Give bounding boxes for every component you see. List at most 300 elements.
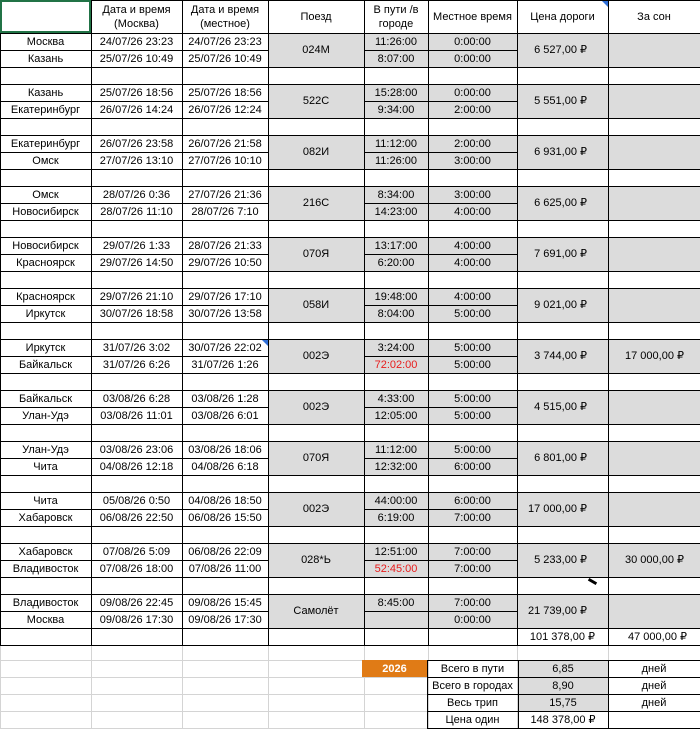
local-offset-cell[interactable]: 4:00:00: [428, 254, 517, 271]
column-divider: [608, 677, 609, 694]
city-from-cell[interactable]: Новосибирск: [12, 239, 79, 252]
date-cell[interactable]: 03/08/26 23:06: [99, 443, 174, 456]
date-cell[interactable]: 28/07/26 11:10: [100, 205, 173, 218]
date-cell[interactable]: 28/07/26 7:10: [191, 205, 259, 218]
column-divider: [364, 220, 365, 237]
column-divider: [608, 711, 609, 728]
summary-unit-cell[interactable]: дней: [641, 696, 667, 709]
column-divider: [364, 135, 365, 169]
row-divider: [364, 611, 517, 612]
price-cell[interactable]: 6 931,00 ₽: [517, 135, 608, 169]
train-cell[interactable]: 002Э: [268, 492, 364, 526]
date-cell[interactable]: 06/08/26 22:09: [188, 545, 262, 558]
column-divider: [182, 118, 183, 135]
local-offset-cell[interactable]: 5:00:00: [428, 390, 517, 407]
date-cell[interactable]: 25/07/26 10:49: [99, 52, 174, 65]
column-divider: [268, 441, 269, 475]
gridline: [0, 424, 700, 425]
column-divider: [608, 186, 609, 220]
column-divider: [91, 118, 92, 135]
city-to-cell[interactable]: Красноярск: [16, 256, 75, 269]
stay-time-cell[interactable]: 11:26:00: [364, 152, 428, 169]
sleep-cost-cell[interactable]: 17 000,00 ₽: [608, 339, 700, 373]
row-divider: [364, 254, 517, 255]
train-cell[interactable]: 070Я: [268, 441, 364, 475]
column-divider: [182, 84, 183, 118]
stay-time-cell[interactable]: 12:05:00: [364, 407, 428, 424]
date-cell[interactable]: 06/08/26 15:50: [188, 511, 262, 524]
local-offset-cell[interactable]: 7:00:00: [428, 543, 517, 560]
train-cell[interactable]: 028*Ь: [268, 543, 364, 577]
column-divider: [428, 33, 429, 67]
total-sleep-cell[interactable]: 47 000,00 ₽: [628, 630, 687, 643]
spacer-row-border: [0, 577, 700, 595]
local-offset-cell[interactable]: 7:00:00: [428, 594, 517, 611]
city-from-cell[interactable]: Красноярск: [16, 290, 75, 303]
column-divider: [364, 237, 365, 271]
column-divider: [608, 475, 609, 492]
gridline: [0, 67, 700, 68]
city-from-cell[interactable]: Улан-Удэ: [22, 443, 69, 456]
column-divider: [182, 135, 183, 169]
local-offset-cell[interactable]: 4:00:00: [428, 237, 517, 254]
date-cell[interactable]: 06/08/26 22:50: [99, 511, 174, 524]
summary-label-cell[interactable]: Весь трип: [447, 696, 498, 709]
price-cell[interactable]: 3 744,00 ₽: [517, 339, 608, 373]
date-cell[interactable]: 24/07/26 23:23: [99, 35, 174, 48]
city-from-cell[interactable]: Хабаровск: [18, 545, 73, 558]
header-cell[interactable]: В пути /в городе: [373, 3, 419, 30]
column-divider: [364, 390, 365, 424]
date-cell[interactable]: 09/08/26 17:30: [188, 613, 262, 626]
date-cell[interactable]: 30/07/26 13:58: [188, 307, 262, 320]
date-cell[interactable]: 27/07/26 10:10: [188, 154, 262, 167]
city-from-cell[interactable]: Екатеринбург: [10, 137, 81, 150]
train-cell[interactable]: 024М: [268, 33, 364, 67]
column-divider: [364, 67, 365, 84]
date-cell[interactable]: 26/07/26 14:24: [99, 103, 174, 116]
column-divider: [182, 628, 183, 645]
row-divider: [0, 305, 268, 306]
column-divider: [91, 237, 92, 271]
sleep-cost-cell[interactable]: [608, 33, 700, 67]
column-divider: [364, 322, 365, 339]
column-divider: [268, 475, 269, 492]
local-offset-cell[interactable]: 4:00:00: [428, 203, 517, 220]
local-offset-cell[interactable]: 7:00:00: [428, 560, 517, 577]
row-divider: [364, 560, 517, 561]
spacer-row-border: [0, 322, 700, 340]
date-cell[interactable]: 07/08/26 5:09: [102, 545, 171, 558]
column-divider: [428, 543, 429, 577]
column-divider: [608, 492, 609, 526]
date-cell[interactable]: 29/07/26 17:10: [188, 290, 262, 303]
local-offset-cell[interactable]: 5:00:00: [428, 305, 517, 322]
column-divider: [91, 492, 92, 526]
spacer-row-border: [0, 169, 700, 187]
date-cell[interactable]: 28/07/26 21:33: [188, 239, 262, 252]
travel-time-cell[interactable]: 13:17:00: [364, 237, 428, 254]
travel-time-cell[interactable]: 11:26:00: [364, 33, 428, 50]
date-cell[interactable]: 25/07/26 18:56: [99, 86, 174, 99]
travel-time-cell[interactable]: 4:33:00: [364, 390, 428, 407]
local-offset-cell[interactable]: 5:00:00: [428, 407, 517, 424]
price-cell[interactable]: 7 691,00 ₽: [517, 237, 608, 271]
stay-time-cell[interactable]: 12:32:00: [364, 458, 428, 475]
column-divider: [268, 118, 269, 135]
stay-time-cell[interactable]: 52:45:00: [364, 560, 428, 577]
city-to-cell[interactable]: Байкальск: [18, 358, 73, 371]
date-cell[interactable]: 04/08/26 18:50: [188, 494, 262, 507]
column-divider: [428, 475, 429, 492]
column-divider: [268, 492, 269, 526]
date-cell[interactable]: 29/07/26 1:33: [102, 239, 171, 252]
column-divider: [428, 288, 429, 322]
stay-time-cell[interactable]: 9:34:00: [364, 101, 428, 118]
train-cell[interactable]: Самолёт: [268, 594, 364, 628]
date-cell[interactable]: 29/07/26 14:50: [99, 256, 174, 269]
column-divider: [91, 84, 92, 118]
column-divider: [608, 694, 609, 711]
row-divider: [0, 50, 268, 51]
column-divider: [517, 339, 518, 373]
column-divider: [517, 475, 518, 492]
summary-unit-cell[interactable]: [608, 711, 700, 728]
column-divider: [364, 271, 365, 288]
column-divider: [364, 186, 365, 220]
stay-time-cell[interactable]: 8:07:00: [364, 50, 428, 67]
column-divider: [268, 288, 269, 322]
column-divider: [517, 424, 518, 441]
gridline: [0, 220, 700, 221]
spacer-row-border: [0, 424, 700, 442]
price-cell[interactable]: 21 739,00 ₽: [517, 594, 608, 628]
column-divider: [364, 373, 365, 390]
header-cell[interactable]: Дата и время (Москва): [102, 3, 171, 30]
column-divider: [268, 339, 269, 373]
city-from-cell[interactable]: Байкальск: [18, 392, 73, 405]
date-cell[interactable]: 25/07/26 10:49: [188, 52, 262, 65]
column-divider: [182, 169, 183, 186]
column-divider: [91, 526, 92, 543]
date-cell[interactable]: 09/08/26 15:45: [188, 596, 262, 609]
date-cell[interactable]: 03/08/26 6:28: [102, 392, 171, 405]
date-cell[interactable]: 03/08/26 18:06: [188, 443, 262, 456]
column-divider: [91, 543, 92, 577]
stay-time-cell[interactable]: 72:02:00: [364, 356, 428, 373]
local-offset-cell[interactable]: 0:00:00: [428, 50, 517, 67]
row-divider: [364, 50, 517, 51]
column-divider: [517, 492, 518, 526]
column-divider: [268, 220, 269, 237]
summary-value-cell[interactable]: 148 378,00 ₽: [530, 713, 596, 726]
column-divider: [428, 492, 429, 526]
city-to-cell[interactable]: Иркутск: [25, 307, 66, 320]
local-offset-cell[interactable]: 5:00:00: [428, 441, 517, 458]
date-cell[interactable]: 04/08/26 12:18: [99, 460, 174, 473]
date-cell[interactable]: 09/08/26 22:45: [99, 596, 174, 609]
date-cell[interactable]: 04/08/26 6:18: [191, 460, 259, 473]
travel-time-cell[interactable]: 15:28:00: [364, 84, 428, 101]
city-to-cell[interactable]: Хабаровск: [18, 511, 73, 524]
date-cell[interactable]: 07/08/26 11:00: [188, 562, 262, 575]
sleep-cost-cell[interactable]: [608, 186, 700, 220]
train-cell[interactable]: 002Э: [268, 339, 364, 373]
local-offset-cell[interactable]: 4:00:00: [428, 288, 517, 305]
date-cell[interactable]: 07/08/26 18:00: [99, 562, 174, 575]
column-divider: [268, 424, 269, 441]
date-cell[interactable]: 03/08/26 1:28: [191, 392, 259, 405]
local-offset-cell[interactable]: 3:00:00: [428, 152, 517, 169]
stay-time-cell[interactable]: 6:20:00: [364, 254, 428, 271]
travel-time-cell[interactable]: 44:00:00: [364, 492, 428, 509]
city-to-cell[interactable]: Казань: [27, 52, 64, 65]
column-divider: [517, 186, 518, 220]
column-divider: [428, 594, 429, 628]
city-from-cell[interactable]: Омск: [32, 188, 59, 201]
row-divider: [364, 101, 517, 102]
date-cell[interactable]: 30/07/26 18:58: [99, 307, 174, 320]
summary-unit-cell[interactable]: дней: [641, 679, 667, 692]
column-divider: [517, 577, 518, 594]
column-divider: [428, 577, 429, 594]
train-cell[interactable]: 522С: [268, 84, 364, 118]
travel-time-cell[interactable]: 11:12:00: [364, 135, 428, 152]
column-divider: [182, 220, 183, 237]
spacer-row-border: [0, 271, 700, 289]
column-divider: [364, 424, 365, 441]
date-cell[interactable]: 09/08/26 17:30: [99, 613, 174, 626]
gridline: [0, 577, 700, 578]
column-divider: [364, 577, 365, 594]
city-from-cell[interactable]: Владивосток: [12, 596, 79, 609]
local-offset-cell[interactable]: 5:00:00: [428, 339, 517, 356]
city-to-cell[interactable]: Екатеринбург: [10, 103, 81, 116]
local-offset-cell[interactable]: 0:00:00: [428, 611, 517, 628]
header-cell[interactable]: Дата и время (местное): [190, 3, 260, 30]
column-divider: [517, 67, 518, 84]
header-cell[interactable]: За сон: [637, 10, 671, 23]
date-cell[interactable]: 26/07/26 23:58: [99, 137, 174, 150]
spacer-row-border: [0, 220, 700, 238]
column-divider: [517, 526, 518, 543]
train-cell[interactable]: 070Я: [268, 237, 364, 271]
column-divider: [182, 33, 183, 67]
date-cell[interactable]: 29/07/26 21:10: [99, 290, 174, 303]
date-cell[interactable]: 03/08/26 11:01: [100, 409, 173, 422]
summary-label-cell[interactable]: Всего в городах: [432, 679, 513, 692]
stray-mark: [588, 578, 597, 585]
summary-label-cell[interactable]: Цена один: [445, 713, 500, 726]
column-divider: [91, 424, 92, 441]
stay-time-cell[interactable]: 14:23:00: [364, 203, 428, 220]
sleep-cost-cell[interactable]: [608, 237, 700, 271]
column-divider: [428, 67, 429, 84]
date-cell[interactable]: 31/07/26 3:02: [102, 341, 171, 354]
column-divider: [517, 322, 518, 339]
column-divider: [182, 186, 183, 220]
date-cell[interactable]: 25/07/26 18:56: [188, 86, 262, 99]
column-divider: [517, 237, 518, 271]
date-cell[interactable]: 24/07/26 23:23: [188, 35, 262, 48]
header-cell[interactable]: [0, 0, 91, 33]
summary-value-cell[interactable]: 15,75: [518, 694, 608, 711]
local-offset-cell[interactable]: 6:00:00: [428, 458, 517, 475]
price-cell[interactable]: 9 021,00 ₽: [517, 288, 608, 322]
travel-time-cell[interactable]: 3:24:00: [364, 339, 428, 356]
travel-time-cell[interactable]: 11:12:00: [364, 441, 428, 458]
city-from-cell[interactable]: Чита: [33, 494, 58, 507]
header-cell[interactable]: Местное время: [433, 10, 512, 23]
local-offset-cell[interactable]: 5:00:00: [428, 356, 517, 373]
sleep-cost-cell[interactable]: [608, 492, 700, 526]
summary-value-cell[interactable]: 8,90: [518, 677, 608, 694]
date-cell[interactable]: 26/07/26 21:58: [188, 137, 262, 150]
column-divider: [428, 339, 429, 373]
travel-time-cell[interactable]: 12:51:00: [364, 543, 428, 560]
column-divider: [608, 288, 609, 322]
column-divider: [608, 118, 609, 135]
train-cell[interactable]: 082И: [268, 135, 364, 169]
train-cell[interactable]: 058И: [268, 288, 364, 322]
gridline: [0, 526, 700, 527]
sleep-cost-cell[interactable]: [608, 288, 700, 322]
train-cell[interactable]: 216С: [268, 186, 364, 220]
spacer-row-border: [0, 526, 700, 544]
column-divider: [608, 628, 609, 645]
column-divider: [518, 694, 519, 711]
local-offset-cell[interactable]: 0:00:00: [428, 84, 517, 101]
stay-time-cell[interactable]: 6:19:00: [364, 509, 428, 526]
column-divider: [517, 594, 518, 628]
city-from-cell[interactable]: Москва: [26, 35, 65, 48]
column-divider: [364, 441, 365, 475]
row-divider: [364, 305, 517, 306]
stay-time-cell[interactable]: [364, 611, 428, 628]
gridline: [0, 373, 700, 374]
column-divider: [608, 135, 609, 169]
local-offset-cell[interactable]: 0:00:00: [428, 33, 517, 50]
column-divider: [364, 84, 365, 118]
column-divider: [518, 677, 519, 694]
date-cell[interactable]: 29/07/26 10:50: [188, 256, 262, 269]
city-to-cell[interactable]: Новосибирск: [12, 205, 79, 218]
column-divider: [364, 118, 365, 135]
column-divider: [428, 390, 429, 424]
column-divider: [608, 271, 609, 288]
date-cell[interactable]: 26/07/26 12:24: [188, 103, 262, 116]
date-cell[interactable]: 03/08/26 6:01: [191, 409, 259, 422]
column-divider: [268, 186, 269, 220]
city-to-cell[interactable]: Улан-Удэ: [22, 409, 69, 422]
travel-time-cell[interactable]: 8:45:00: [364, 594, 428, 611]
column-divider: [182, 322, 183, 339]
price-cell[interactable]: 6 625,00 ₽: [517, 186, 608, 220]
column-divider: [518, 660, 519, 677]
summary-label-cell[interactable]: Всего в пути: [440, 662, 505, 675]
local-offset-cell[interactable]: 6:00:00: [428, 492, 517, 509]
total-price-cell[interactable]: 101 378,00 ₽: [529, 630, 595, 643]
summary-value-cell[interactable]: 6,85: [518, 660, 608, 677]
sleep-cost-cell[interactable]: [608, 390, 700, 424]
city-to-cell[interactable]: Омск: [32, 154, 59, 167]
price-cell[interactable]: 6 527,00 ₽: [517, 33, 608, 67]
summary-unit-cell[interactable]: дней: [641, 662, 667, 675]
local-offset-cell[interactable]: 2:00:00: [428, 101, 517, 118]
local-offset-cell[interactable]: 2:00:00: [428, 135, 517, 152]
column-divider: [182, 67, 183, 84]
sleep-cost-cell[interactable]: 30 000,00 ₽: [608, 543, 700, 577]
local-offset-cell[interactable]: 3:00:00: [428, 186, 517, 203]
year-badge[interactable]: 2026: [362, 660, 427, 677]
price-cell[interactable]: 17 000,00 ₽: [517, 492, 608, 526]
city-to-cell[interactable]: Москва: [26, 613, 65, 626]
column-divider: [364, 492, 365, 526]
stay-time-cell[interactable]: 8:04:00: [364, 305, 428, 322]
sleep-cost-cell[interactable]: [608, 84, 700, 118]
column-divider: [268, 84, 269, 118]
local-offset-cell[interactable]: 7:00:00: [428, 509, 517, 526]
sleep-cost-cell[interactable]: [608, 135, 700, 169]
column-divider: [608, 169, 609, 186]
header-cell[interactable]: Цена дороги: [517, 0, 608, 33]
column-divider: [517, 84, 518, 118]
row-divider: [364, 458, 517, 459]
column-divider: [364, 526, 365, 543]
header-cell[interactable]: Поезд: [300, 10, 332, 23]
row-divider: [364, 152, 517, 153]
price-cell[interactable]: 5 233,00 ₽: [517, 543, 608, 577]
travel-time-cell[interactable]: 8:34:00: [364, 186, 428, 203]
date-cell[interactable]: 05/08/26 0:50: [102, 494, 171, 507]
price-cell[interactable]: 5 551,00 ₽: [517, 84, 608, 118]
date-cell[interactable]: 30/07/26 22:02: [188, 341, 262, 354]
sleep-cost-cell[interactable]: [608, 594, 700, 628]
column-divider: [608, 373, 609, 390]
column-divider: [517, 135, 518, 169]
column-divider: [91, 169, 92, 186]
gridline: [0, 271, 700, 272]
date-cell[interactable]: 31/07/26 1:26: [191, 358, 259, 371]
column-divider: [364, 594, 365, 628]
column-divider: [518, 711, 519, 728]
city-from-cell[interactable]: Казань: [27, 86, 64, 99]
column-divider: [268, 628, 269, 645]
column-divider: [182, 475, 183, 492]
sleep-cost-cell[interactable]: [608, 441, 700, 475]
column-divider: [608, 543, 609, 577]
city-from-cell[interactable]: Иркутск: [25, 341, 66, 354]
price-cell[interactable]: 4 515,00 ₽: [517, 390, 608, 424]
row-divider: [0, 560, 268, 561]
gridline: [0, 118, 700, 119]
date-cell[interactable]: 27/07/26 13:10: [99, 154, 174, 167]
column-divider: [182, 441, 183, 475]
date-cell[interactable]: 27/07/26 21:36: [188, 188, 262, 201]
travel-time-cell[interactable]: 19:48:00: [364, 288, 428, 305]
column-divider: [182, 271, 183, 288]
gridline: [0, 169, 700, 170]
city-to-cell[interactable]: Чита: [33, 460, 58, 473]
city-to-cell[interactable]: Владивосток: [12, 562, 79, 575]
date-cell[interactable]: 31/07/26 6:26: [102, 358, 171, 371]
column-divider: [608, 441, 609, 475]
price-cell[interactable]: 6 801,00 ₽: [517, 441, 608, 475]
column-divider: [268, 322, 269, 339]
train-cell[interactable]: 002Э: [268, 390, 364, 424]
date-cell[interactable]: 28/07/26 0:36: [102, 188, 171, 201]
column-divider: [608, 526, 609, 543]
